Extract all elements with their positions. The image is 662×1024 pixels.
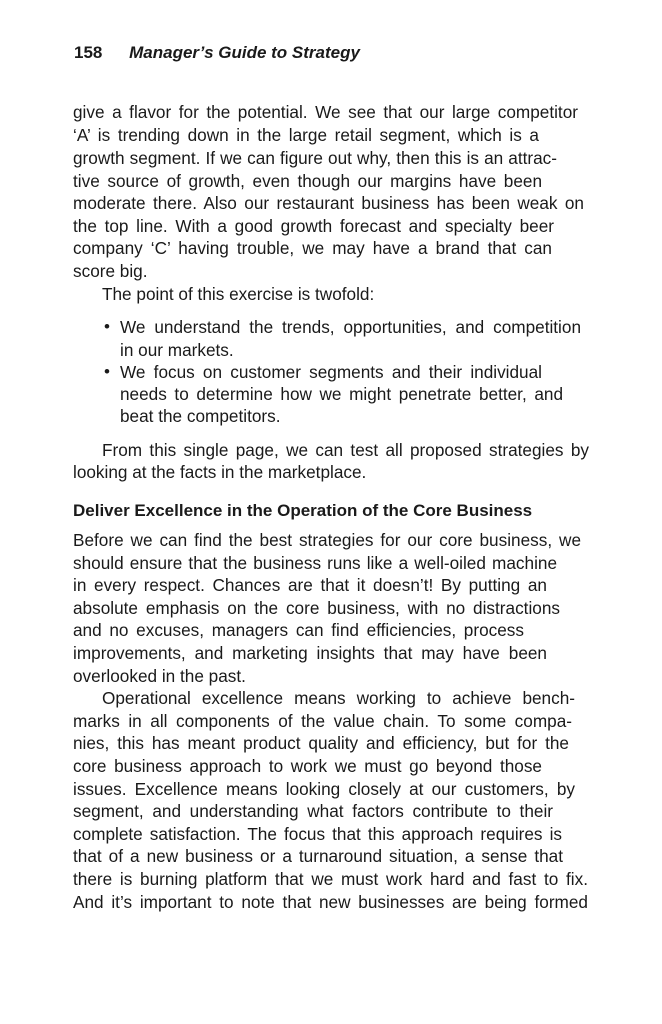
bullet-line: beat the competitors. xyxy=(120,406,281,426)
text-line: segment, and understanding what factors contribute to their xyxy=(73,801,553,821)
text-line: give a flavor for the potential. We see that our large competitor xyxy=(73,102,578,122)
text-line: ‘A’ is trending down in the large retail segment, which is a xyxy=(73,125,539,145)
bullet-marker: • xyxy=(104,362,110,381)
text-line: marks in all components of the value chain. To some compa- xyxy=(73,711,572,731)
text-line: and no excuses, managers can find efficiencies, process xyxy=(73,620,524,640)
text-line: overlooked in the past. xyxy=(73,666,246,686)
text-line: company ‘C’ having trouble, we may have a brand that can xyxy=(73,238,552,258)
text-line: And it’s important to note that new businesses are being formed xyxy=(73,892,588,912)
text-line: Operational excellence means working to achieve bench- xyxy=(102,688,575,708)
text-line: looking at the facts in the marketplace. xyxy=(73,462,367,482)
text-line: moderate there. Also our restaurant business has been weak on xyxy=(73,193,584,213)
text-line: complete satisfaction. The focus that this approach requires is xyxy=(73,824,562,844)
text-line: score big. xyxy=(73,261,148,281)
text-line: that of a new business or a turnaround situation, a sense that xyxy=(73,846,563,866)
bullet-line: in our markets. xyxy=(120,340,234,360)
text-line: should ensure that the business runs like a well-oiled machine xyxy=(73,553,557,573)
bullet-line: We understand the trends, opportunities, and competition xyxy=(120,317,581,337)
running-header xyxy=(74,43,360,63)
text-line: The point of this exercise is twofold: xyxy=(102,284,375,304)
book-title: Manager’s Guide to Strategy xyxy=(129,43,360,62)
text-line: the top line. With a good growth forecast and specialty beer xyxy=(73,216,554,236)
text-line: in every respect. Chances are that it doesn’t! By putting an xyxy=(73,575,547,595)
text-line: improvements, and marketing insights that may have been xyxy=(73,643,547,663)
bullet-marker: • xyxy=(104,317,110,336)
text-line: absolute emphasis on the core business, with no distractions xyxy=(73,598,560,618)
text-line: core business approach to work we must go beyond those xyxy=(73,756,542,776)
text-line: growth segment. If we can figure out why, then this is an attrac- xyxy=(73,148,557,168)
text-line: Before we can find the best strategies for our core business, we xyxy=(73,530,581,550)
text-line: tive source of growth, even though our margins have been xyxy=(73,171,542,191)
bullet-line: needs to determine how we might penetrate better, and xyxy=(120,384,563,404)
text-line: From this single page, we can test all proposed strategies by xyxy=(102,440,589,460)
page-number: 158 xyxy=(74,43,103,62)
bullet-line: We focus on customer segments and their individual xyxy=(120,362,542,382)
text-line: nies, this has meant product quality and efficiency, but for the xyxy=(73,733,569,753)
text-line: issues. Excellence means looking closely at our customers, by xyxy=(73,779,575,799)
text-line: there is burning platform that we must work hard and fast to fix. xyxy=(73,869,588,889)
section-heading: Deliver Excellence in the Operation of the Core Business xyxy=(73,501,533,520)
